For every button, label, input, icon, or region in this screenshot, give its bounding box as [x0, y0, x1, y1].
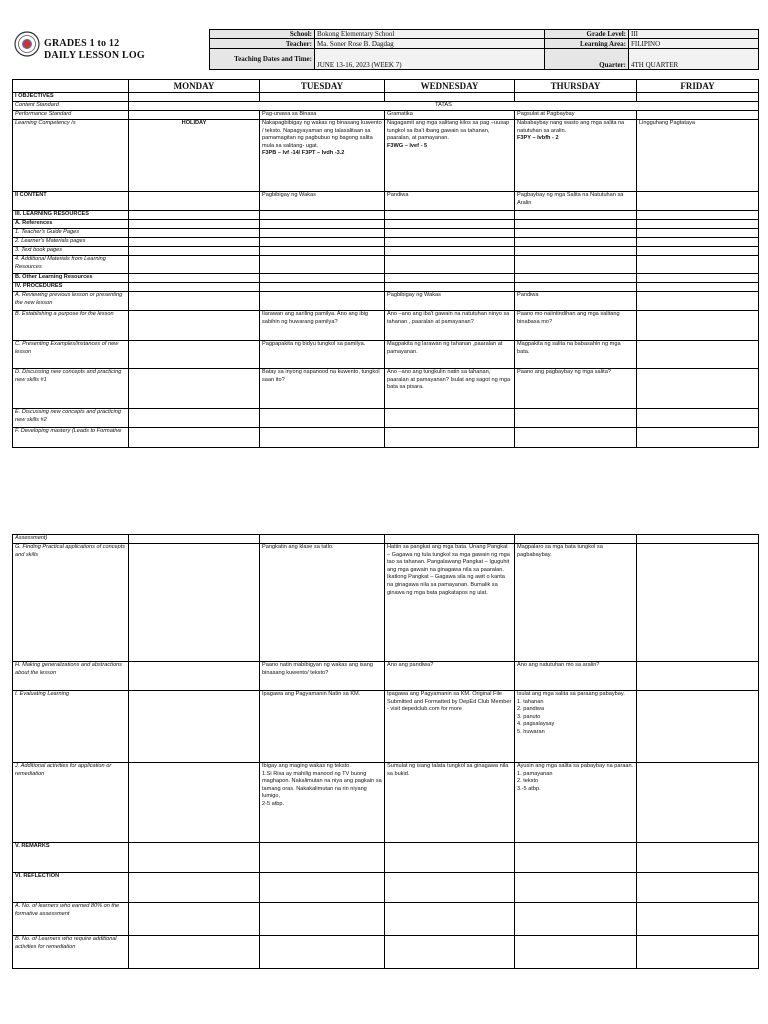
applications-tuesday: Pangkatin ang klase sa tatlo. [260, 544, 385, 662]
purpose-tuesday: Ilarawan ang sariling pamilya. Ano ang ibig sabihin ng huwarang pamilya? [260, 311, 385, 341]
teacher-label: Teacher: [210, 39, 315, 49]
day-header-monday: MONDAY [129, 80, 260, 93]
quarter-label: Quarter: [545, 49, 629, 70]
additional-tuesday-item: 2-5 atbp. [262, 800, 285, 807]
row-label-presenting: C. Presenting Examples/instances of new lesson [13, 341, 129, 369]
row-label-objectives: I OBJECTIVES [13, 93, 129, 102]
additional-wednesday: Sumulat ng isang talata tungkol sa ginagawa nila sa bukid. [385, 763, 515, 843]
row-label-reflection: VI. REFLECTION [13, 873, 129, 903]
additional-thursday-item: 3.-5 atbp. [517, 785, 541, 792]
additional-tuesday [260, 763, 385, 843]
teacher-value: Ma. Soner Rose B. Dagdag [315, 39, 545, 49]
presenting-wednesday: Magpakita ng larawan ng tahanan ,paaralan at pamayanan. [385, 341, 515, 369]
performance-standard-wednesday: Gramatika [385, 111, 515, 120]
content-standard-value: TATAS [129, 102, 759, 111]
row-label-procedures: IV. PROCEDURES [13, 283, 129, 292]
school-label: School: [210, 30, 315, 39]
applications-wednesday: Hatiin sa pangkat ang mga bata. Unang Pangkat – Gagawa ng tula tungkol sa mga gawain ng mga tao sa tahanan. Pangalawang Pangkat – Iguguhit ang mga gawain na ginagawa nila sa paaralan. Ikatlong Pangkat – Gagawa sila ng awit o kanta na ginagawa nila sa pamayanan. Bumalik sa ginawa ng mga bata pagkatapos ng ulat. [385, 544, 515, 662]
discussing-1-tuesday: Batay sa inyong napanood na kuwento, tungkol saan ito? [260, 369, 385, 409]
row-label-learners-materials: 2. Learner's Materials pages [13, 238, 129, 247]
day-header-thursday: THURSDAY [515, 80, 637, 93]
additional-thursday-intro: Ayusin ang mga salita sa pabaybay na paraan. [517, 763, 634, 769]
brand-line-1: GRADES 1 to 12 [44, 38, 120, 49]
quarter-value: 4TH QUARTER [629, 49, 759, 70]
additional-thursday [515, 763, 637, 843]
deped-seal-logo [14, 31, 40, 57]
area-label: Learning Area: [545, 39, 629, 49]
competency-tuesday [260, 120, 385, 192]
evaluating-tuesday: Ipagawa ang Pagyamanin Natin sa KM. [260, 691, 385, 763]
row-label-learners-remediation: B. No. of Learners who require additional activities for remediation [13, 936, 129, 969]
dates-label: Teaching Dates and Time: [210, 49, 315, 70]
competency-friday: Lingguhang Pagtataya [637, 120, 759, 192]
competency-thursday-code: F3PY – Ivbfh - 2 [517, 135, 559, 142]
row-label-learning-competency: Learning Competency /s [13, 120, 129, 192]
competency-thursday-text: Nababaybay nang wasto ang mga salita na natutuhan sa aralin. [517, 120, 625, 134]
row-label-additional-materials: 4. Additional Materials from Learning Resources [13, 256, 129, 274]
evaluating-thursday [515, 691, 637, 763]
grade-label: Grade Level: [545, 30, 629, 39]
row-label-generalizations: H. Making generalizations and abstractions about the lesson [13, 662, 129, 691]
additional-thursday-item: 1. pamayanan [517, 770, 553, 777]
row-label-remarks: V. REMARKS [13, 843, 129, 873]
row-label-content-standard: Content Standard [13, 102, 129, 111]
row-label-content: II CONTENT [13, 192, 129, 211]
competency-wednesday [385, 120, 515, 192]
row-label-learning-resources: III. LEARNING RESOURCES [13, 211, 129, 220]
day-header-wednesday: WEDNESDAY [385, 80, 515, 93]
evaluating-thursday-item: 3. panuto [517, 713, 541, 720]
evaluating-thursday-item: 2. pandiwa [517, 706, 545, 713]
lesson-log-table-page-1 [12, 79, 759, 448]
row-label-discussing-1: D. Discussing new concepts and practicing new skills #1 [13, 369, 129, 409]
row-label-developing-mastery: F. Developing mastery (Leads to Formative [13, 428, 129, 448]
competency-wednesday-text: Nagagamit ang mga salitang kilos sa pag –uusap tungkol sa iba't ibang gawain sa tahanan, paaralan, at pamayanan. [387, 120, 510, 142]
competency-monday: HOLIDAY [129, 120, 260, 192]
row-label-references: A. References [13, 220, 129, 229]
discussing-1-wednesday: Ano –ano ang tungkulin natin sa tahanan, paaralan at pamayanan? Isulat ang sagot ng mga bata sa pisara. [385, 369, 515, 409]
area-value: FILIPINO [629, 39, 759, 49]
evaluating-wednesday: Ipagawa ang Pagyamanin sa KM. Original File Submitted and Formatted by DepEd Club Member - visit depedclub.com for more [385, 691, 515, 763]
brand-line-2: DAILY LESSON LOG [44, 50, 145, 61]
brand-title [44, 38, 145, 62]
content-thursday: Pagbaybay ng mga Salita na Natutuhan sa Aralin [515, 192, 637, 211]
row-label-reviewing: A. Reviewing previous lesson or presenting the new lesson [13, 292, 129, 311]
additional-tuesday-intro: Ibigay ang maging wakas ng teksto. [262, 763, 351, 769]
evaluating-thursday-item: 4. pagsalaysay [517, 721, 555, 728]
applications-thursday: Magpalaro sa mga bata tungkol sa pagbabaybay. [515, 544, 637, 662]
row-label-teachers-guide: 1. Teacher's Guide Pages [13, 229, 129, 238]
day-header-friday: FRIDAY [637, 80, 759, 93]
row-label-additional-activities: J. Additional activities for application or remediation [13, 763, 129, 843]
row-label-purpose: B. Establishing a purpose for the lesson [13, 311, 129, 341]
performance-standard-thursday: Pagsulat at Pagbaybay [515, 111, 637, 120]
school-value: Bokong Elementary School [315, 30, 545, 39]
performance-standard-tuesday: Pag-unawa sa Binasa [260, 111, 385, 120]
corner-cell [13, 80, 129, 93]
row-label-assessment-cont: Assessment) [13, 535, 129, 544]
dates-value: JUNE 13-16, 2023 (WEEK 7) [315, 49, 545, 70]
row-label-evaluating: I. Evaluating Learning [13, 691, 129, 763]
generalizations-tuesday: Paano natin mabibigyan ng wakas ang isang binasang kuwento/ teksto? [260, 662, 385, 691]
competency-wednesday-code: F3WG – Ivef - 5 [387, 142, 428, 149]
row-label-performance-standard: Performance Standard [13, 111, 129, 120]
content-tuesday: Pagbibigay ng Wakas [260, 192, 385, 211]
purpose-wednesday: Ano –ano ang iba't gawain na natutuhan ninyo sa tahanan , paaralan at pamayanan? [385, 311, 515, 341]
competency-tuesday-text: Nakapagbibigay ng wakas ng binasang kuwento / teksto. Napagyayaman ang talasalitaan sa pamamagitan ng pagbubuo ng bagong salita mula sa salitang- ugat. [262, 120, 382, 149]
day-header-tuesday: TUESDAY [260, 80, 385, 93]
row-label-other-resources: B. Other Learning Resources [13, 274, 129, 283]
purpose-thursday: Paano mo naiintindihan ang mga salitang binabasa mo? [515, 311, 637, 341]
content-wednesday: Pandiwa [385, 192, 515, 211]
additional-thursday-item: 2. teksto [517, 778, 539, 785]
generalizations-wednesday: Ano ang pandiwa? [385, 662, 515, 691]
reviewing-thursday: Pandiwa [515, 292, 637, 311]
reviewing-wednesday: Pagbibigay ng Wakas [385, 292, 515, 311]
presenting-tuesday: Pagpapakita ng bidyu tungkol sa pamilya. [260, 341, 385, 369]
row-label-practical-applications: G. Finding Practical applications of concepts and skills [13, 544, 129, 662]
row-label-learners-80: A. No. of learners who earned 80% on the formative assessment [13, 903, 129, 936]
discussing-1-thursday: Paano ang pagbaybay ng mga salita? [515, 369, 637, 409]
presenting-thursday: Magpakita ng salita na babasahin ng mga bata. [515, 341, 637, 369]
generalizations-thursday: Ano ang natutuhan mo sa aralin? [515, 662, 637, 691]
row-label-discussing-2: E. Discussing new concepts and practicing new skills #2 [13, 409, 129, 428]
row-label-textbook-pages: 3. Text book pages [13, 247, 129, 256]
competency-thursday [515, 120, 637, 192]
lesson-log-table-page-2 [12, 534, 759, 969]
evaluating-thursday-item: 5. huwaran [517, 728, 545, 735]
competency-tuesday-code: F3PB – Ivf -14/ F3PT – Ivdh -3.2 [262, 150, 345, 157]
evaluating-thursday-intro: Isulat ang mga salita sa paraang pabaybay. [517, 691, 625, 697]
additional-tuesday-item: 1.Si Risa ay mahilig manood ng TV buong maghapon. Nakalimutan na niya ang pagkain sa tamang oras. Nakakalimutan na rin niyang lumigo, [262, 770, 382, 800]
grade-value: III [629, 30, 759, 39]
header-info-table [209, 29, 759, 70]
evaluating-thursday-item: 1. tahanan [517, 698, 544, 705]
